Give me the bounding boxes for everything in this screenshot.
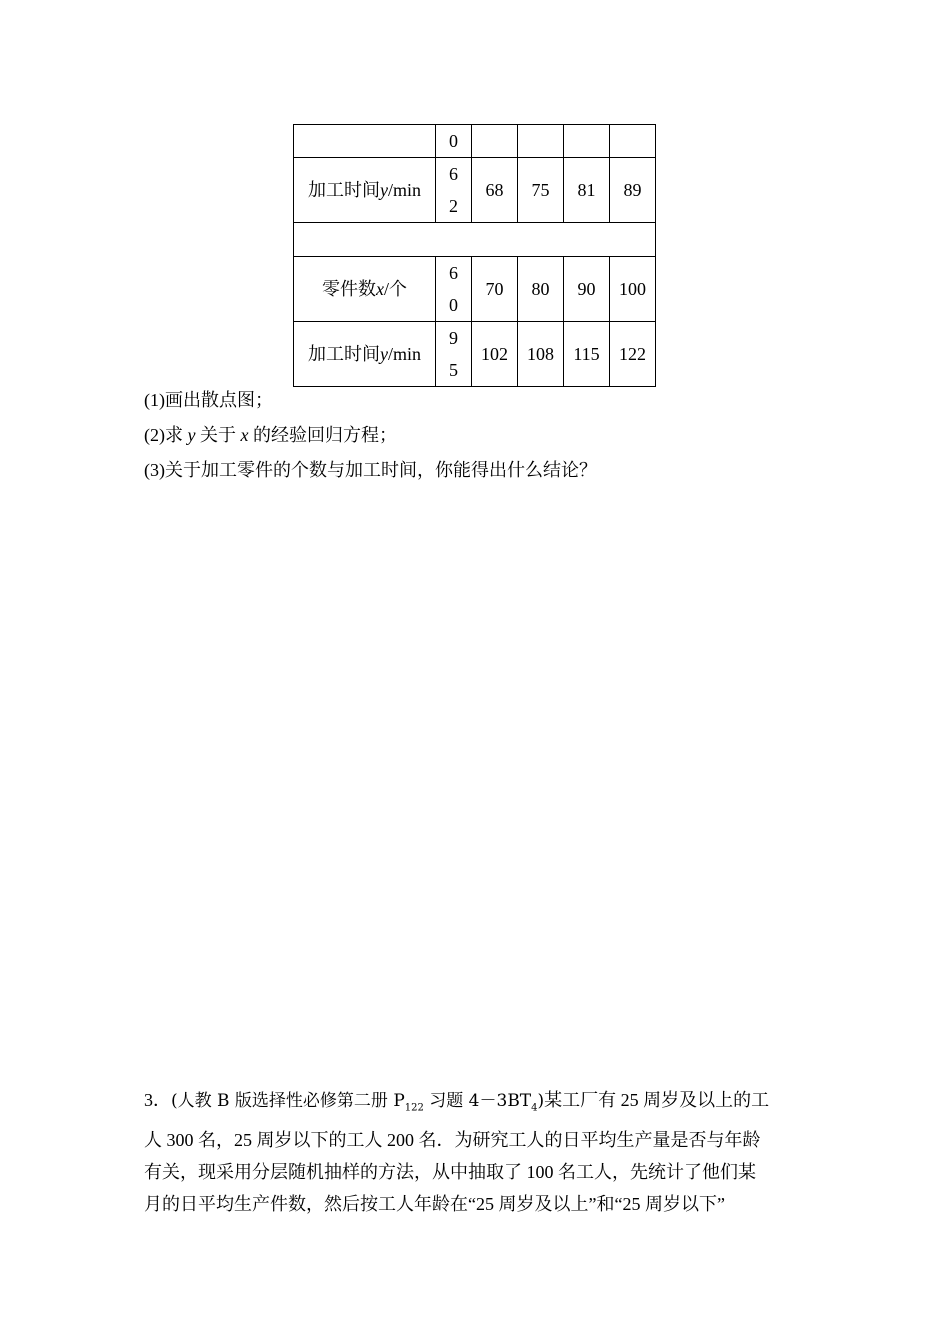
- problem-3-line-4: 月的日平均生产件数，然后按工人年龄在“25 周岁及以上”和“25 周岁以下”: [144, 1194, 725, 1215]
- table-cell-first: 6 2: [436, 158, 472, 223]
- question-3: (3)关于加工零件的个数与加工时间，你能得出什么结论？: [144, 460, 597, 480]
- problem-3-line-3: 有关，现采用分层随机抽样的方法，从中抽取了 100 名工人，先统计了他们某: [144, 1162, 756, 1183]
- table-cell: 80: [518, 257, 564, 322]
- table-cell: 108: [518, 322, 564, 387]
- table-row-top: [294, 125, 656, 158]
- table-cell-label: [294, 125, 436, 158]
- table-cell: 81: [564, 158, 610, 223]
- table-cell-label: 加工时间y/min: [294, 322, 436, 387]
- table-cell: [564, 125, 610, 158]
- table-cell: 68: [472, 158, 518, 223]
- question-2: (2)求 y 关于 x 的经验回归方程；: [144, 425, 397, 445]
- problem-3: [144, 1084, 806, 1220]
- data-table: [293, 124, 656, 387]
- table-row-time-2: [294, 322, 656, 387]
- table-cell: 122: [610, 322, 656, 387]
- table-cell: 75: [518, 158, 564, 223]
- table-cell: [610, 125, 656, 158]
- table-row-time-1: [294, 158, 656, 223]
- table-cell-label: 加工时间y/min: [294, 158, 436, 223]
- table-cell: 115: [564, 322, 610, 387]
- table-cell: [472, 125, 518, 158]
- table-cell: [518, 125, 564, 158]
- table-row-parts: [294, 257, 656, 322]
- table-cell-label: 零件数x/个: [294, 257, 436, 322]
- table-cell-spacer: [294, 223, 656, 257]
- table-cell: 90: [564, 257, 610, 322]
- question-1: (1)画出散点图；: [144, 390, 273, 410]
- table-cell-first: 9 5: [436, 322, 472, 387]
- table-cell-first: 6 0: [436, 257, 472, 322]
- table-cell: 102: [472, 322, 518, 387]
- problem-3-line-1: 3．(人教 B 版选择性必修第二册 $P_{122}$ 习题 $4-3BT_4$)某工厂有 25 周岁及以上的工: [144, 1090, 770, 1114]
- problem-3-source: (人教 B 版选择性必修第二册 $P_{122}$ 习题 $4-3BT_4$): [171, 1091, 545, 1114]
- table-cell-first: 0: [436, 125, 472, 158]
- table-row-spacer: [294, 223, 656, 257]
- table-cell: 100: [610, 257, 656, 322]
- problem-3-line-2: 人 300 名，25 周岁以下的工人 200 名．为研究工人的日平均生产量是否与年龄: [144, 1130, 761, 1151]
- table-cell: 70: [472, 257, 518, 322]
- table-cell: 89: [610, 158, 656, 223]
